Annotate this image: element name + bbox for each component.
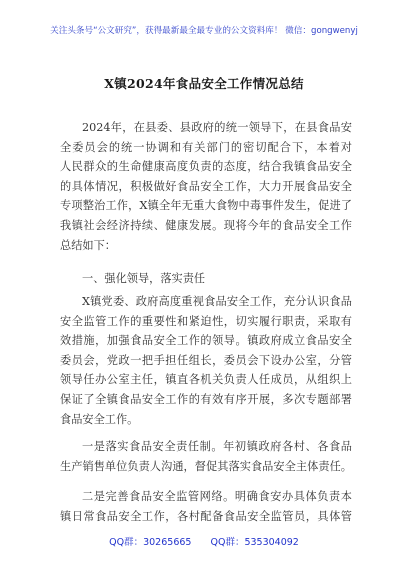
- text-line: 二是完善食品安全监管网络。明确食安办具体负责本: [82, 490, 352, 503]
- text-line: 2024年，在县委、县政府的统一领导下，在县食品安: [82, 121, 352, 134]
- document-title: X镇2024年食品安全工作情况总结: [104, 76, 304, 91]
- text-line: 的具体情况，积极做好食品安全工作，大力开展食品安全: [60, 179, 352, 193]
- text-line: 委员会，党政一把手担任组长，委员会下设办公室，分管: [60, 353, 352, 367]
- text-line: 我镇社会经济持续、健康发展。现将今年的食品安全工作: [60, 218, 352, 232]
- text-line: 人民群众的生命健康高度负责的态度，结合我镇食品安全: [60, 160, 352, 174]
- text-line: 生产销售单位负责人沟通，督促其落实食品安全主体责任。: [60, 459, 352, 473]
- paragraph-responsibility: [60, 437, 352, 476]
- footer-qq-group-2: QQ群：535304092: [210, 537, 299, 548]
- text-line: 总结如下：: [60, 238, 116, 252]
- section-heading: [60, 269, 352, 289]
- text-line: 安全监管工作的重要性和紧迫性，切实履行职责，采取有: [60, 314, 352, 328]
- text-line: 效措施，加强食品安全工作的领导。镇政府成立食品安全: [60, 334, 352, 348]
- paragraph-leadership: [60, 292, 352, 429]
- text-line: 镇日常食品安全工作，各村配备食品安全监管员，具体管: [60, 509, 352, 523]
- text-line: 保证了全镇食品安全工作的有效有序开展，多次专题部署: [60, 392, 352, 406]
- text-line: 领导任办公室主任，镇直各机关负责人任成员，从组织上: [60, 373, 352, 387]
- paragraph-intro: [60, 118, 352, 255]
- footer: [0, 534, 408, 548]
- text-line: 食品安全工作。: [60, 412, 139, 426]
- text-line: 一、强化领导，落实责任: [82, 272, 206, 285]
- header-banner: 关注头条号“公文研究”，获得最新最全最专业的公文资料库！ 微信：gongwenyj: [50, 26, 358, 36]
- footer-qq-group-1: QQ群：30265665: [109, 537, 192, 548]
- paragraph-network: [60, 487, 352, 526]
- text-line: 专项整治工作，X镇全年无重大食物中毒事件发生，促进了: [60, 199, 352, 213]
- text-line: X镇党委、政府高度重视食品安全工作，充分认识食品: [82, 295, 352, 308]
- text-line: 全委员会的统一协调和有关部门的密切配合下，本着对: [60, 140, 352, 154]
- text-line: 一是落实食品安全责任制。年初镇政府各村、各食品: [82, 440, 352, 453]
